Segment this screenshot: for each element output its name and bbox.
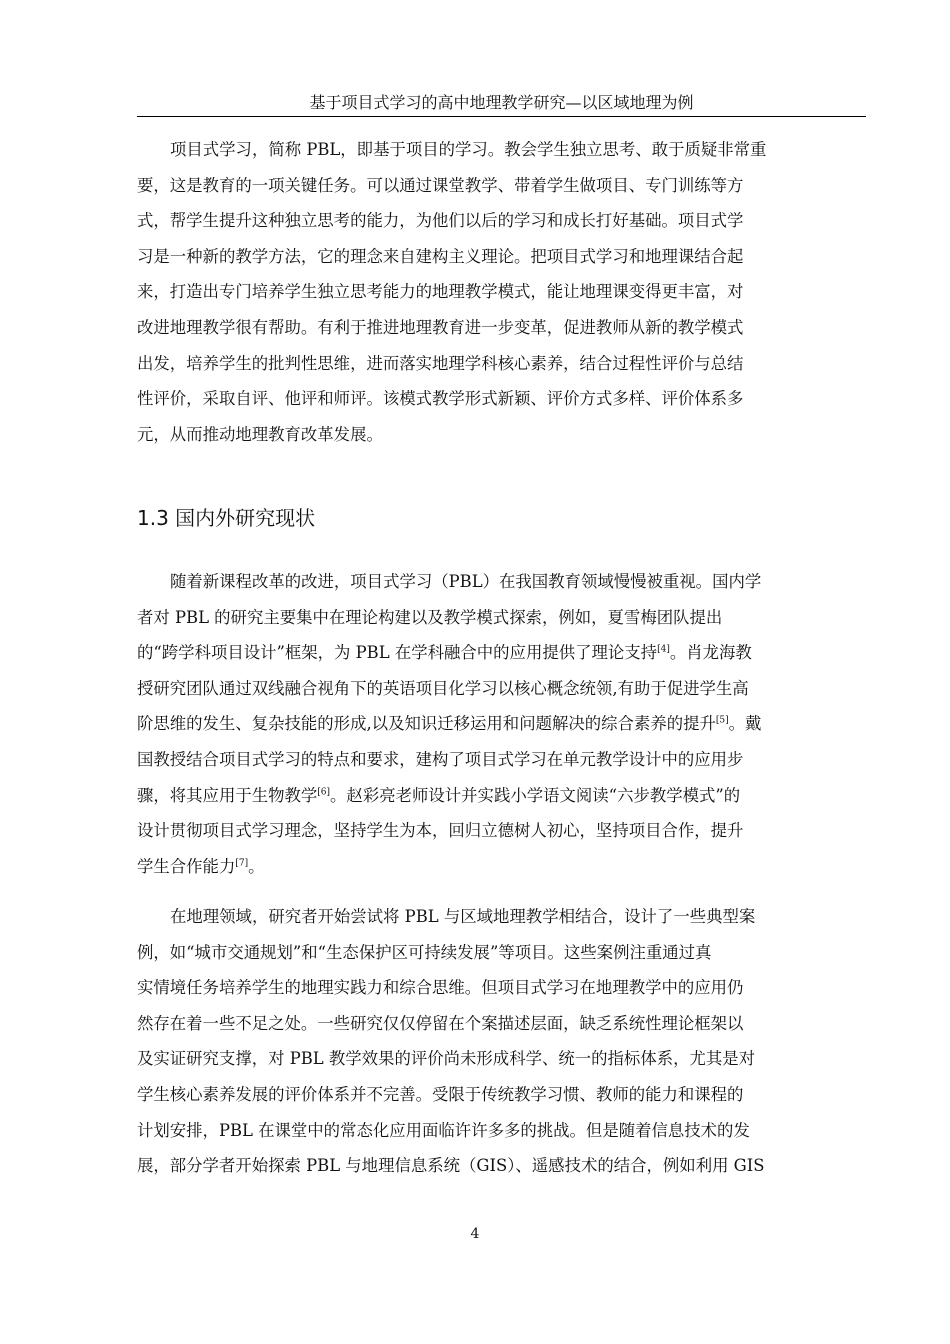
- text-line: 国教授结合项目式学习的特点和要求，建构了项目式学习在单元教学设计中的应用步: [137, 749, 744, 769]
- text-line: 项目式学习，简称 PBL，即基于项目的学习。教会学生独立思考、敢于质疑非常重: [170, 140, 767, 159]
- text-run: 。: [248, 856, 265, 876]
- section-heading: 1.3 国内外研究现状: [137, 506, 316, 530]
- page-number: 4: [470, 1226, 480, 1242]
- text-run: 。戴: [728, 714, 762, 734]
- text-line: 在地理领域，研究者开始尝试将 PBL 与区域地理教学相结合，设计了一些典型案: [170, 907, 756, 926]
- text-line: 及实证研究支撑，对 PBL 教学效果的评价尚未形成科学、统一的指标体系，尤其是对: [137, 1049, 756, 1069]
- citation-ref: [4]: [657, 644, 670, 655]
- text-line: 出发，培养学生的批判性思维，进而落实地理学科核心素养，结合过程性评价与总结: [137, 353, 744, 373]
- text-line: [137, 849, 860, 885]
- text-line: 改进地理教学很有帮助。有利于推进地理教育进一步变革，促进教师从新的教学模式: [137, 317, 744, 337]
- text-line: [137, 635, 860, 671]
- text-line: 然存在着一些不足之处。一些研究仅仅停留在个案描述层面，缺乏系统性理论框架以: [137, 1013, 744, 1033]
- text-run: 的“跨学科项目设计”框架，为 PBL 在学科融合中的应用提供了理论支持: [137, 643, 658, 663]
- text-run: 学生合作能力: [137, 856, 236, 876]
- text-line: 随着新课程改革的改进，项目式学习（PBL）在我国教育领域慢慢被重视。国内学: [170, 572, 762, 591]
- research-paragraph-geography: [137, 899, 860, 1184]
- intro-paragraph: [137, 132, 860, 452]
- text-line: 例，如“城市交通规划”和“生态保护区可持续发展”等项目。这些案例注重通过真: [137, 942, 712, 962]
- text-line: 实情境任务培养学生的地理实践力和综合思维。但项目式学习在地理教学中的应用仍: [137, 978, 744, 998]
- text-run: 。赵彩亮老师设计并实践小学语文阅读“六步教学模式”的: [330, 785, 741, 805]
- running-header: 基于项目式学习的高中地理教学研究—以区域地理为例: [309, 93, 694, 112]
- text-run: 骤，将其应用于生物教学: [137, 785, 318, 805]
- text-line: 展，部分学者开始探索 PBL 与地理信息系统（GIS）、遥感技术的结合，例如利用 GIS: [137, 1156, 765, 1176]
- text-line: 设计贯彻项目式学习理念，坚持学生为本，回归立德树人初心，坚持项目合作，提升: [137, 821, 744, 841]
- text-line: [137, 706, 860, 742]
- text-line: 习是一种新的教学方法，它的理念来自建构主义理论。把项目式学习和地理课结合起: [137, 246, 744, 266]
- text-line: 性评价，采取自评、他评和师评。该模式教学形式新颖、评价方式多样、评价体系多: [137, 389, 744, 409]
- text-run: 。肖龙海教: [669, 643, 752, 663]
- text-line: 计划安排，PBL 在课堂中的常态化应用面临许许多多的挑战。但是随着信息技术的发: [137, 1120, 750, 1140]
- text-line: 要，这是教育的一项关键任务。可以通过课堂教学、带着学生做项目、专门训练等方: [137, 175, 744, 195]
- text-run: 阶思维的发生、复杂技能的形成,以及知识迁移运用和问题解决的综合素养的提升: [137, 714, 716, 734]
- text-line: 者对 PBL 的研究主要集中在理论构建以及教学模式探索，例如，夏雪梅团队提出: [137, 607, 723, 627]
- text-line: 授研究团队通过双线融合视角下的英语项目化学习以核心概念统领,有助于促进学生高: [137, 678, 749, 698]
- header-rule: [137, 116, 866, 117]
- citation-ref: [7]: [235, 858, 249, 869]
- text-line: 来，打造出专门培养学生独立思考能力的地理教学模式，能让地理课变得更丰富，对: [137, 282, 744, 302]
- text-line: [137, 778, 860, 814]
- citation-ref: [5]: [715, 715, 729, 726]
- citation-ref: [6]: [317, 787, 331, 798]
- research-paragraph-domestic: [137, 564, 860, 884]
- text-line: 元，从而推动地理教育改革发展。: [137, 424, 383, 444]
- text-line: 式，帮学生提升这种独立思考的能力，为他们以后的学习和成长打好基础。项目式学: [137, 211, 744, 231]
- text-line: 学生核心素养发展的评价体系并不完善。受限于传统教学习惯、教师的能力和课程的: [137, 1084, 744, 1104]
